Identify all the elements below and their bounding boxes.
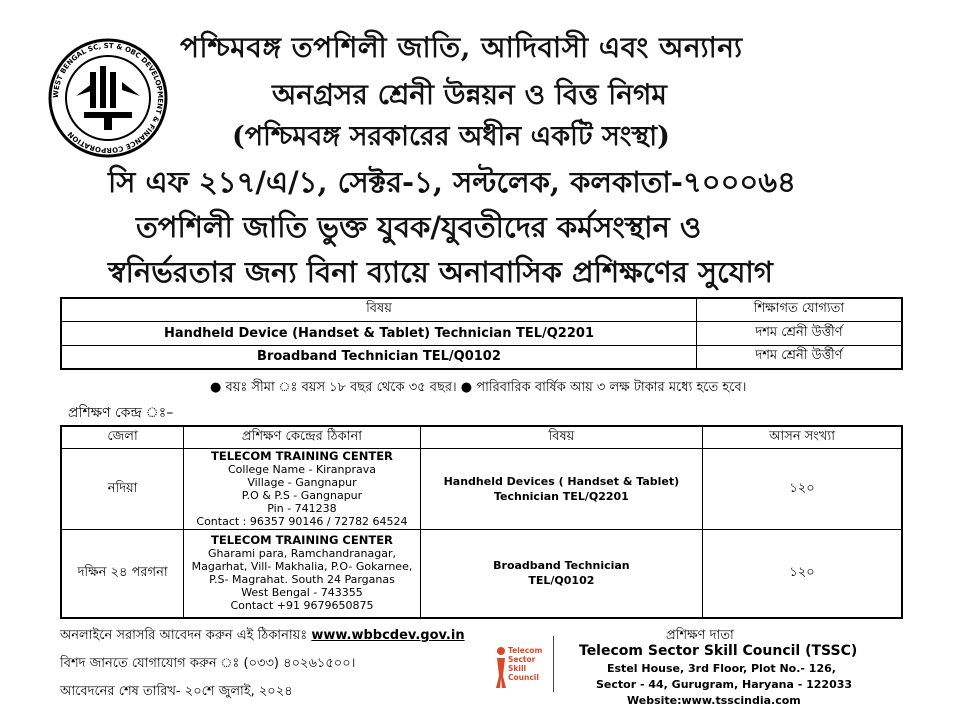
subject-line: Handheld Devices ( Handset & Tablet) (443, 475, 680, 488)
address-line: Village - Gangnapur (247, 476, 357, 489)
address-contact: Contact : 96357 90146 / 72782 64524 (196, 515, 408, 528)
header-district: জেলা (61, 426, 184, 449)
centre-district: নদিয়া (61, 449, 184, 530)
courses-table-header (61, 298, 902, 321)
address-line: P.O & P.S - Gangnapur (241, 489, 363, 502)
tssc-figure-icon (494, 646, 508, 690)
subject-line: Broadband Technician (493, 559, 630, 573)
tssc-logo-text (508, 646, 542, 682)
header-seats: আসন সংখ্যা (703, 426, 902, 449)
tssc-logo-word: Skill (508, 664, 527, 673)
course-subject: Broadband Technician TEL/Q0102 (61, 345, 696, 369)
centre-district: দক্ষিন ২৪ পরগনা (61, 530, 184, 618)
centre-subject (420, 449, 702, 530)
apply-online-label: অনলাইনে সরাসরি আবেদন করুন এই ঠিকানায়ঃ (60, 628, 308, 643)
header-qualification: শিক্ষাগত যোগ্যতা (696, 298, 902, 321)
header-line-6: স্বনির্ভরতার জন্য বিনা ব্যায়ে অনাবাসিক প্রশিক্ষণের সুযোগ (108, 255, 773, 289)
address-contact: Contact +91 9679650875 (230, 599, 374, 613)
provider-label: প্রশিক্ষণ দাতা (666, 628, 734, 643)
header-line-5: তপশিলী জাতি ভুক্ত যুবক/যুবতীদের কর্মসংস্থান ও (136, 210, 702, 244)
header-address: সি এফ ২১৭/এ/১, সেক্টর-১, সল্টলেক, কলকাতা-৭০০০৬৪ (108, 165, 796, 199)
centre-seats: ১২০ (703, 530, 902, 618)
table-row (61, 321, 902, 345)
address-line: Magarhat, Vill- Makhalia, P.O- Gokarnee, (191, 560, 413, 574)
address-line: P.S- Magrahat. South 24 Parganas (209, 573, 395, 587)
subject-line: TEL/Q0102 (528, 574, 595, 588)
header-line-3: (পশ্চিমবঙ্গ সরকারের অধীন একটি সংস্থা) (232, 121, 670, 152)
header (0, 0, 959, 292)
centre-seats: ১২০ (703, 449, 902, 530)
address-line: West Bengal - 743355 (241, 586, 363, 600)
courses-table (60, 297, 903, 370)
centres-label: প্রশিক্ষণ কেন্দ্র ঃ– (68, 405, 174, 421)
centre-address (184, 530, 421, 618)
provider-website[interactable]: Website:www.tsscindia.com (627, 694, 801, 707)
header-address: প্রশিক্ষণ কেন্দ্রের ঠিকানা (184, 426, 421, 449)
corporation-logo-icon (46, 36, 170, 160)
centres-table-header (61, 426, 902, 449)
footer-divider (553, 636, 554, 692)
apply-online (60, 626, 465, 647)
apply-online-link[interactable]: www.wbbcdev.gov.in (311, 628, 465, 643)
table-row (61, 449, 902, 530)
table-row (61, 345, 902, 369)
header-subject: বিষয় (420, 426, 702, 449)
table-row (61, 530, 902, 618)
address-line: College Name - Kiranprava (228, 463, 376, 476)
tssc-logo (494, 644, 558, 692)
centre-address (184, 449, 421, 530)
centre-name: TELECOM TRAINING CENTER (211, 449, 393, 463)
provider-address-1: Estel House, 3rd Floor, Plot No.- 126, (607, 662, 836, 675)
header-subject: বিষয় (61, 298, 696, 321)
course-subject: Handheld Device (Handset & Tablet) Technician TEL/Q2201 (61, 321, 696, 345)
tssc-logo-word: Council (508, 673, 539, 682)
centre-subject (420, 530, 702, 618)
subject-line: Technician TEL/Q2201 (493, 490, 629, 503)
header-line-2: অনগ্রসর শ্রেনী উন্নয়ন ও বিত্ত নিগম (272, 78, 667, 111)
address-line: Pin - 741238 (267, 502, 337, 515)
centres-table (60, 425, 903, 619)
application-deadline: আবেদনের শেষ তারিখ- ২০শে জুলাই, ২০২৪ (60, 684, 293, 699)
provider-name: Telecom Sector Skill Council (TSSC) (579, 643, 858, 659)
header-line-1: পশ্চিমবঙ্গ তপশিলী জাতি, আদিবাসী এবং অন্যান্য (180, 31, 743, 64)
contact-info: বিশদ জানতে যোগাযোগ করুন ঃ (০৩৩) ৪০২৬১৫০০। (60, 656, 356, 671)
provider-address-2: Sector - 44, Gurugram, Haryana - 122033 (596, 678, 853, 691)
course-qualification: দশম শ্রেনী উর্ত্তীর্ণ (696, 345, 902, 369)
course-qualification: দশম শ্রেনী উর্ত্তীর্ণ (696, 321, 902, 345)
eligibility-criteria: ● বয়ঃ সীমা ঃ বয়স ১৮ বছর থেকে ৩৫ বছর। ● পারিবারিক বার্ষিক আয় ৩ লক্ষ টাকার মধ্যে হতে হবে। (210, 380, 747, 395)
centre-name: TELECOM TRAINING CENTER (211, 533, 393, 548)
address-line: Gharami para, Ramchandranagar, (207, 547, 396, 561)
tssc-logo-word: Sector (508, 655, 536, 664)
tssc-logo-word: Telecom (508, 646, 543, 655)
svg-text:WEST BENGAL SC, ST & OBC DEVEL (52, 42, 164, 154)
logo-ring-text: WEST BENGAL SC, ST & OBC DEVELOPMENT & FINANCE CORPORATION (51, 41, 165, 155)
